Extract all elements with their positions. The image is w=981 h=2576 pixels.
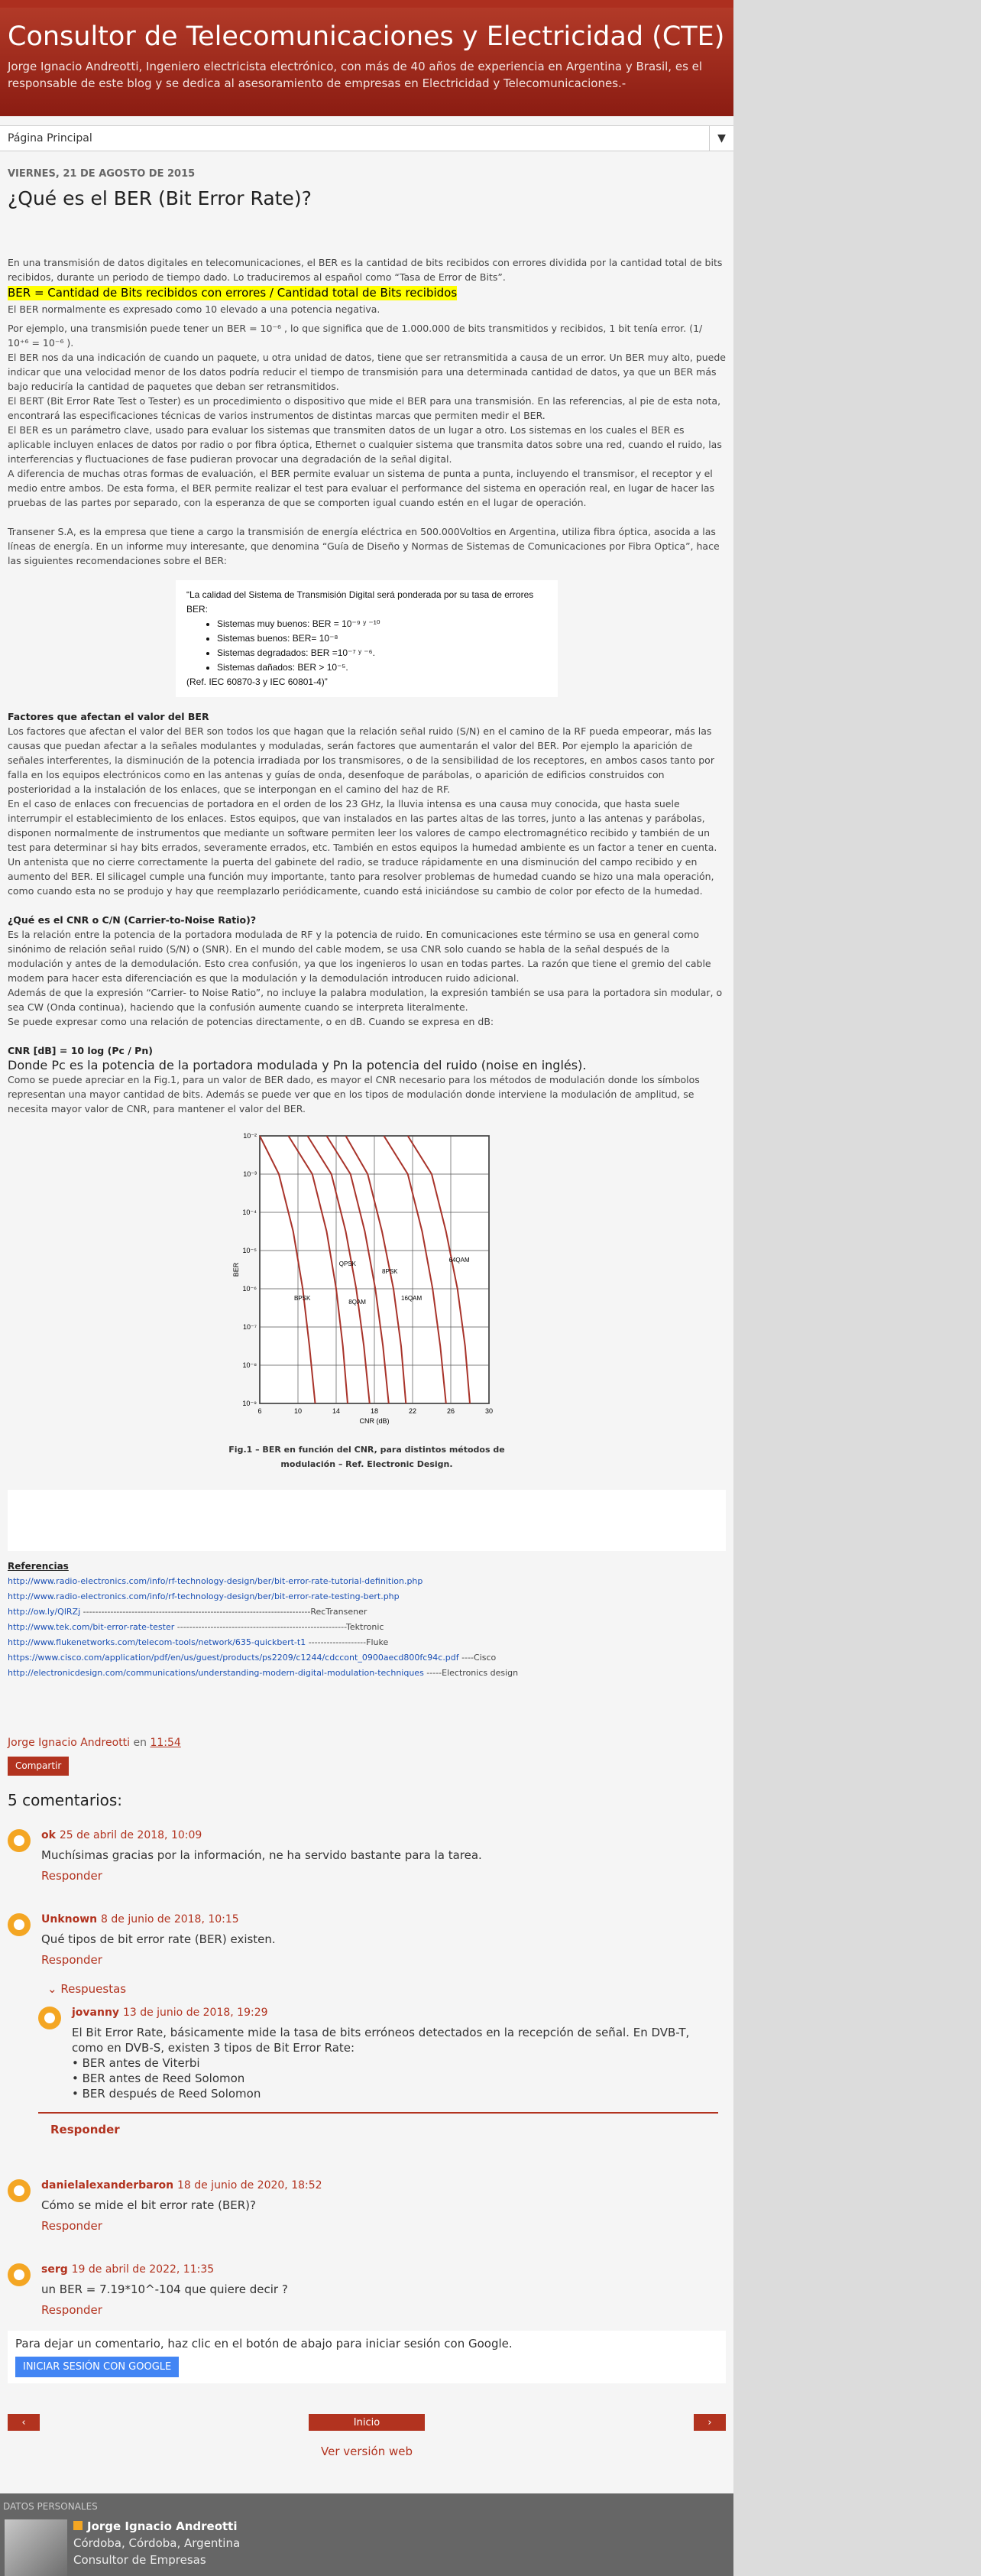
paragraph: El BER es un parámetro clave, usado para evaluar los sistemas que transmiten datos de un lugar a otro. Los sistemas en los cuales el BER es aplicable incluyen enlaces de datos por radio o por fibra óptica, Ethernet o cualquier sistema que transmita datos sobre una red, cuando el ruido, las interferencias y fluctuaciones de fase pudieran provocar una degradación de la señal digital.	[8, 424, 722, 465]
quote-list	[217, 617, 547, 675]
reference-note: -----Electronics design	[423, 1668, 519, 1678]
triangle-down-icon[interactable]: ▼	[709, 125, 733, 151]
avatar	[8, 1829, 31, 1852]
blogger-icon	[14, 1835, 24, 1846]
y-tick-label: 10⁻⁸	[242, 1361, 257, 1369]
series-annotation: 8PSK	[382, 1268, 398, 1275]
y-tick-label: 10⁻⁹	[242, 1400, 257, 1407]
y-tick-label: 10⁻⁷	[242, 1323, 257, 1331]
profile-section-title: DATOS PERSONALES	[3, 2501, 98, 2512]
comment-text: Qué tipos de bit error rate (BER) existen.	[41, 1932, 276, 1946]
profile-location: Córdoba, Córdoba, Argentina	[73, 2536, 241, 2550]
comment-date[interactable]: 8 de junio de 2018, 10:15	[101, 1913, 239, 1926]
reference-link[interactable]: http://www.flukenetworks.com/telecom-tools/network/635-quickbert-t1	[8, 1637, 306, 1647]
comment-date[interactable]: 18 de junio de 2020, 18:52	[176, 2179, 322, 2192]
paragraph: El BER normalmente es expresado como 10 elevado a una potencia negativa.	[8, 303, 380, 315]
references	[8, 1559, 726, 1681]
reference-item	[8, 1650, 726, 1666]
quote-item: • Sistemas degradados: BER =10⁻⁷ ʸ ⁻⁶.	[217, 646, 547, 660]
reply-link[interactable]: Responder	[41, 2303, 102, 2317]
comment-text: Cómo se mide el bit error rate (BER)?	[41, 2198, 256, 2212]
comment	[8, 2263, 726, 2317]
comments-title: 5 comentarios:	[8, 1791, 123, 1809]
blog-header	[0, 0, 733, 116]
paragraph: Los factores que afectan el valor del BER son todos los que hagan que la relación señal ruido (S/N) en el camino de la RF pueda empeorar, más las causas que puedan afectar a la señales modulantes y moduladas, serán factores que aumentarán el valor del BER. Por ejemplo la aparición de señales interferentes, la disminución de la potencia irradiada por los transmisores, o de la sensibilidad de los receptores, en ambos casos tanto por falla en los equipos electrónicos como en las antenas y guías de onda, desenfoque de parábolas, o aparición de edificios construidos con posterioridad a la instalación de los enlaces, que se interpongan en el camino del haz de RF.	[8, 725, 714, 795]
comment-text: El Bit Error Rate, básicamente mide la tasa de bits erróneos detectados en la recepción de señal. En DVB-T, como en DVB-S, existen 3 tipos de Bit Error Rate:	[72, 2026, 690, 2055]
series-annotation: 16QAM	[401, 1295, 423, 1302]
paragraph: Es la relación entre la potencia de la portadora modulada de RF y la potencia de ruido. En comunicaciones este término se usa en general como sinónimo de relación señal ruido (S/N) o (SNR). En el mundo del cable modem, se usa CNR solo cuando se habla de la señal después de la modulación y antes de la demodulación. Esto crea confusión, ya que los ingenieros lo usan en todas partes. La razón que tiene el gremio del cable modem para hacer esta diferenciación es que la modulación y la demodulación introducen ruido adicional.	[8, 929, 711, 984]
blogger-icon	[73, 2521, 83, 2530]
google-signin-button[interactable]: INICIAR SESIÓN CON GOOGLE	[15, 2357, 179, 2377]
post-body	[8, 255, 726, 1776]
reply-link[interactable]: Responder	[41, 1953, 102, 1967]
blogger-icon	[14, 1919, 24, 1930]
reference-link[interactable]: http://electronicdesign.com/communications/understanding-modern-digital-modulation-techniques	[8, 1668, 424, 1678]
comment-author[interactable]: ok	[41, 1829, 56, 1841]
paragraph: Además de que la expresión “Carrier- to Noise Ratio”, no incluye la palabra modulation, la expresión también se usa para la portadora sin modular, o sea CW (Onda continua), haciendo que la confusión aumente cuando se interpreta literalmente.	[8, 987, 723, 1013]
y-tick-label: 10⁻²	[243, 1132, 257, 1140]
x-tick-label: 22	[408, 1407, 417, 1415]
next-button[interactable]: ›	[694, 2414, 726, 2431]
comment-date[interactable]: 13 de junio de 2018, 19:29	[122, 2007, 268, 2019]
blogger-icon	[44, 2013, 55, 2023]
profile-photo	[5, 2519, 67, 2576]
comment-date[interactable]: 25 de abril de 2018, 10:09	[59, 1829, 202, 1841]
cnr-description: Donde Pc es la potencia de la portadora modulada y Pn la potencia del ruido (noise en inglés).	[8, 1058, 587, 1072]
comment-body	[72, 2007, 718, 2101]
x-tick-label: 6	[257, 1407, 262, 1415]
prev-button[interactable]: ‹	[8, 2414, 40, 2431]
quote-item: • Sistemas muy buenos: BER = 10⁻⁹ ʸ ⁻¹⁰	[217, 617, 547, 631]
comment-author[interactable]: danielalexanderbaron	[41, 2179, 174, 2192]
share-button[interactable]: Compartir	[8, 1757, 69, 1776]
reference-item	[8, 1620, 726, 1635]
paragraph: El BERT (Bit Error Rate Test o Tester) es un procedimiento o dispositivo que mide el BER para una transmisión. En las referencias, al pie de esta nota, encontrará las especificaciones técnicas de varios instrumentos de distintas marcas que permiten medir el BER.	[8, 395, 721, 421]
comment-body	[41, 2179, 726, 2233]
paragraph: En una transmisión de datos digitales en telecomunicaciones, el BER es la cantidad de bits recibidos con errores dividida por la cantidad total de bits recibidos, durante un periodo de tiempo dado. Lo traduciremos al español como “Tasa de Error de Bits”.	[8, 257, 723, 283]
quote-ref: (Ref. IEC 60870-3 y IEC 60801-4)”	[186, 676, 328, 687]
post	[0, 168, 733, 2383]
comment	[8, 1829, 726, 1883]
profile-info	[73, 2518, 240, 2568]
comment	[8, 1913, 726, 1996]
paragraph: El BER nos da una indicación de cuando un paquete, u otra unidad de datos, tiene que ser retransmitida a causa de un error. Un BER muy alto, puede indicar que una velocidad menor de los datos podría reducir el tiempo de transmisión para una determinada cantidad de datos, ya que un BER más bajo reduciría la cantidad de paquetes que deban ser retransmitidos.	[8, 352, 726, 392]
series-annotation: 8QAM	[348, 1299, 366, 1306]
comment-author[interactable]: jovanny	[72, 2007, 120, 2019]
profile-name[interactable]: Jorge Ignacio Andreotti	[87, 2519, 238, 2533]
reference-item	[8, 1604, 726, 1620]
paragraph: Como se puede apreciar en la Fig.1, para un valor de BER dado, es mayor el CNR necesario para los métodos de modulación donde los símbolos representan una mayor cantidad de bits. Además se puede ver que en los tipos de modulación donde interviene la modulación de amplitud, se necesita mayor valor de CNR, para mantener el valor del BER.	[8, 1074, 700, 1114]
avatar	[8, 1913, 31, 1936]
page-selector[interactable]	[0, 125, 733, 151]
x-tick-label: 18	[370, 1407, 379, 1415]
signin-text: Para dejar un comentario, haz clic en el botón de abajo para iniciar sesión con Google.	[15, 2337, 513, 2351]
reference-item	[8, 1635, 726, 1650]
profile-section	[0, 2493, 733, 2576]
thread-reply-link[interactable]: Responder	[50, 2123, 120, 2136]
figure-caption: Fig.1 – BER en función del CNR, para distintos métodos de modulación – Ref. Electronic Design.	[228, 1445, 505, 1469]
x-tick-label: 30	[484, 1407, 494, 1415]
avatar	[38, 2007, 61, 2029]
x-tick-label: 10	[293, 1407, 303, 1415]
comment-author[interactable]: Unknown	[41, 1913, 98, 1926]
x-tick-label: 26	[446, 1407, 455, 1415]
comment-text: • BER después de Reed Solomon	[72, 2087, 261, 2101]
reference-note: ----Cisco	[458, 1653, 497, 1663]
y-axis-label: BER	[232, 1262, 240, 1277]
avatar	[8, 2179, 31, 2202]
quote-item: • Sistemas dañados: BER > 10⁻⁵.	[217, 660, 547, 675]
cnr-formula: CNR [dB] = 10 log (Pc / Pn)	[8, 1045, 153, 1056]
blog-description: Jorge Ignacio Andreotti, Ingeniero electricista electrónico, con más de 40 años de experiencia en Argentina y Brasil, es el responsable de este blog y se dedica al asesoramiento de empresas en Electricidad y Telecomunicaciones.-	[8, 60, 703, 90]
comment-author[interactable]: serg	[41, 2263, 68, 2276]
author-link[interactable]: Jorge Ignacio Andreotti	[8, 1737, 131, 1749]
paragraph: En el caso de enlaces con frecuencias de portadora en el orden de los 23 GHz, la lluvia intensa es una causa muy conocida, que hasta suele interrumpir el establecimiento de los enlaces. Estos equipos, que van instalados en las partes altas de las torres, junto a las antenas y parábolas, disponen normalmente de instrumentos que mediante un software permiten leer los valores de campo electromagnético recibido y también de un test para determinar si hay bits errados, severamente errados, etc. También en estos equipos la humedad ambiente es un factor a tener en cuenta. Un antenista que no cierre correctamente la puerta del gabinete del radio, se traduce rápidamente en una disminución del campo recibido y en aumento del BER. El silicagel cumple una función muy importante, tanto para resolver problemas de humedad cuando se hizo una mala operación, como cuando esta no se produjo y hay que reemplazarlo periódicamente, cuando está iniciándose su cambio de color por efecto de la humedad.	[8, 798, 717, 897]
y-tick-label: 10⁻⁶	[242, 1285, 257, 1293]
references-label: Referencias	[8, 1561, 69, 1572]
paragraph: Por ejemplo, una transmisión puede tener un BER = 10⁻⁶ , lo que significa que de 1.000.000 de bits transmitidos y recibidos, 1 bit tenía error. (1/ 10⁺⁶ = 10⁻⁶ ).	[8, 323, 703, 349]
heading-cnr: ¿Qué es el CNR o C/N (Carrier-to-Noise Ratio)?	[8, 914, 257, 926]
comment	[38, 2007, 718, 2101]
reference-list	[8, 1574, 726, 1681]
paragraph: Transener S.A, es la empresa que tiene a cargo la transmisión de energía eléctrica en 500.000Voltios en Argentina, utiliza fibra óptica, asocida a las líneas de energía. En un informe muy interesante, que denomina “Guía de Diseño y Normas de Sistemas de Comunicaciones por Fibra Optica”, hace las siguientes recomendaciones sobre el BER:	[8, 526, 720, 566]
comment-body	[41, 1913, 726, 1996]
y-tick-label: 10⁻⁴	[242, 1209, 257, 1216]
comment	[8, 2179, 726, 2233]
reference-link[interactable]: http://ow.ly/QlRZj	[8, 1607, 81, 1617]
comment-text: un BER = 7.19*10^-104 que quiere decir ?	[41, 2282, 288, 2296]
reference-note: --------------------------------------------------------Tektronic	[174, 1622, 384, 1632]
reply-link[interactable]: Responder	[41, 1869, 102, 1883]
reference-note: ---------------------------------------------------------------------------RecTransener	[80, 1607, 367, 1617]
comment-text: Muchísimas gracias por la información, ne ha servido bastante para la tarea.	[41, 1848, 482, 1862]
signin-box	[8, 2331, 726, 2383]
y-tick-label: 10⁻³	[243, 1170, 257, 1178]
comment-date[interactable]: 19 de abril de 2022, 11:35	[71, 2263, 215, 2276]
post-title: ¿Qué es el BER (Bit Error Rate)?	[8, 187, 312, 209]
x-tick-label: 14	[332, 1407, 341, 1415]
comment-text: • BER antes de Reed Solomon	[72, 2072, 245, 2085]
reference-link[interactable]: https://www.cisco.com/application/pdf/en/us/guest/products/ps2209/c1244/cdccont_0900aecd800fc94c.pdf	[8, 1653, 459, 1663]
heading-factores: Factores que afectan el valor del BER	[8, 711, 209, 722]
ber-figure	[206, 1128, 527, 1471]
ber-formula: BER = Cantidad de Bits recibidos con errores / Cantidad total de Bits recibidos	[8, 286, 458, 300]
blogger-icon	[14, 2185, 24, 2196]
paragraph: Se puede expresar como una relación de potencias directamente, o en dB. Cuando se expresa en dB:	[8, 1016, 494, 1027]
reference-link[interactable]: http://www.radio-electronics.com/info/rf-technology-design/ber/bit-error-rate-tutorial-definition.php	[8, 1576, 423, 1586]
reference-link[interactable]: http://www.radio-electronics.com/info/rf-technology-design/ber/bit-error-rate-testing-bert.php	[8, 1591, 400, 1601]
x-axis-label: CNR (dB)	[359, 1417, 390, 1425]
series-annotation: 64QAM	[448, 1257, 470, 1264]
reference-item	[8, 1574, 726, 1589]
page-selector-label[interactable]: Página Principal	[8, 132, 92, 144]
reference-item	[8, 1666, 726, 1681]
comment-text: • BER antes de Viterbi	[72, 2056, 200, 2070]
replies-label: Respuestas	[60, 1982, 127, 1996]
paragraph: A diferencia de muchas otras formas de evaluación, el BER permite evaluar un sistema de punta a punta, incluyendo el transmisor, el receptor y el medio entre ambos. De esta forma, el BER permite realizar el test para evaluar el performance del sistema en operación real, en lugar de hacer las pruebas de las partes por separado, con la esperanza de que se comporten igual cuando estén en el lugar de operación.	[8, 468, 715, 508]
replies-toggle[interactable]	[47, 1982, 726, 1996]
avatar	[8, 2263, 31, 2286]
blogger-icon	[14, 2269, 24, 2280]
post-footer	[8, 1736, 726, 1750]
pager	[0, 2414, 733, 2431]
reference-item	[8, 1589, 726, 1604]
home-button[interactable]: Inicio	[309, 2414, 425, 2431]
transener-quote	[176, 580, 558, 697]
web-version-link[interactable]: Ver versión web	[321, 2445, 413, 2458]
chevron-down-icon: ⌄	[47, 1982, 57, 1996]
footer-at: en	[133, 1737, 147, 1749]
reference-note: -------------------Fluke	[306, 1637, 389, 1647]
series-annotation: BPSK	[294, 1295, 311, 1302]
quote-item: • Sistemas buenos: BER= 10⁻⁸	[217, 631, 547, 646]
profile-role: Consultor de Empresas	[73, 2553, 206, 2567]
ber-chart	[229, 1128, 504, 1434]
reply-link[interactable]: Responder	[41, 2219, 102, 2233]
post-date: VIERNES, 21 DE AGOSTO DE 2015	[8, 168, 196, 180]
reference-link[interactable]: http://www.tek.com/bit-error-rate-tester	[8, 1622, 175, 1632]
reply-thread	[38, 2007, 718, 2114]
blank-box	[8, 1490, 726, 1551]
y-tick-label: 10⁻⁵	[242, 1247, 257, 1254]
comment-body	[41, 2263, 726, 2317]
quote-intro: “La calidad del Sistema de Transmisión Digital será ponderada por su tasa de errores BER:	[186, 589, 534, 615]
time-link[interactable]: 11:54	[150, 1737, 181, 1749]
blog-title[interactable]: Consultor de Telecomunicaciones y Electricidad (CTE)	[8, 21, 725, 52]
series-annotation: QPSK	[338, 1260, 356, 1267]
comment-body	[41, 1829, 726, 1883]
